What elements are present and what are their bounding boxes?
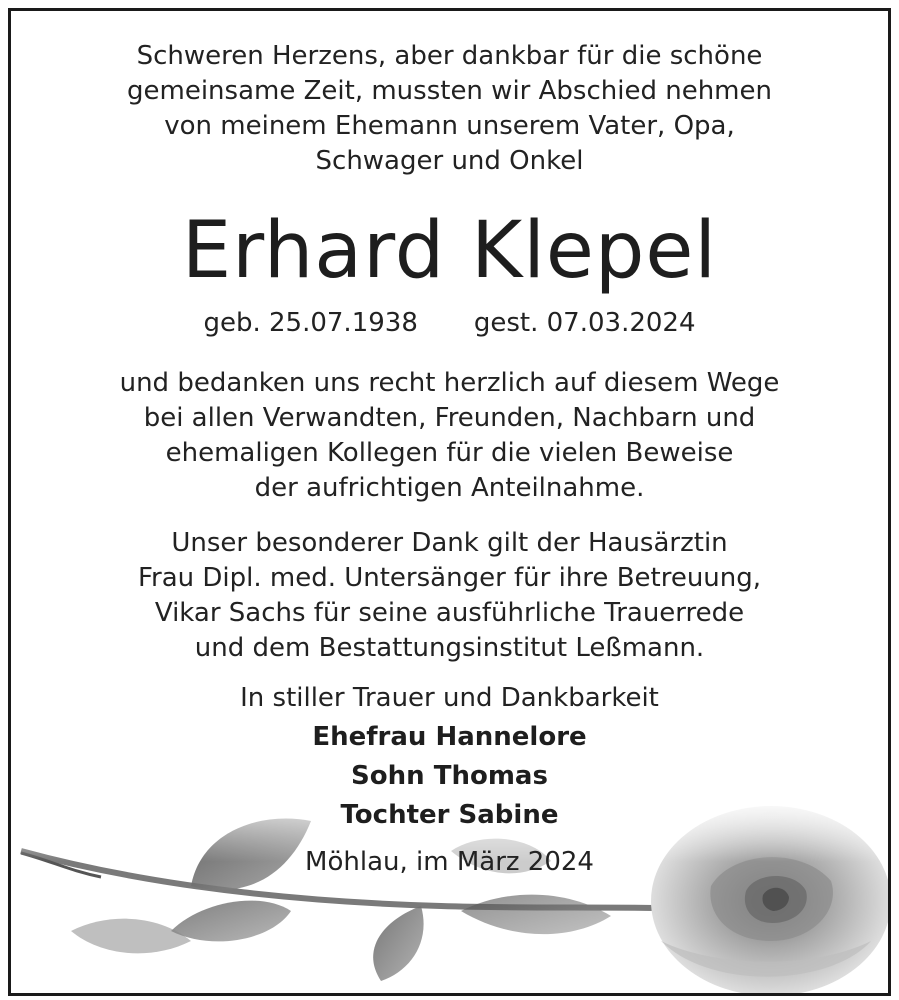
- special-line: Vikar Sachs für seine ausführliche Trauerrede: [154, 598, 745, 628]
- thanks-line: und bedanken uns recht herzlich auf diesem Wege: [119, 368, 780, 398]
- deceased-name: Erhard Klepel: [181, 206, 718, 296]
- thanks-line: bei allen Verwandten, Freunden, Nachbarn und: [143, 403, 756, 433]
- intro-line: Schweren Herzens, aber dankbar für die schöne: [136, 41, 763, 71]
- thanks-line: ehemaligen Kollegen für die vielen Beweise: [165, 438, 734, 468]
- intro-line: gemeinsame Zeit, mussten wir Abschied nehmen: [127, 76, 772, 106]
- intro-line: Schwager und Onkel: [315, 146, 584, 176]
- family-member: Sohn Thomas: [351, 761, 548, 791]
- special-line: und dem Bestattungsinstitut Leßmann.: [194, 633, 705, 663]
- birth-date: geb. 25.07.1938: [203, 308, 418, 338]
- family-member: Tochter Sabine: [340, 800, 559, 830]
- intro-line: von meinem Ehemann unserem Vater, Opa,: [164, 111, 735, 141]
- life-dates: [11, 306, 888, 341]
- closing-phrase: In stiller Trauer und Dankbarkeit: [240, 683, 659, 713]
- special-line: Unser besonderer Dank gilt der Hausärztin: [171, 528, 728, 558]
- intro-text: [11, 39, 888, 179]
- family-member: Ehefrau Hannelore: [312, 722, 587, 752]
- thanks-line: der aufrichtigen Anteilnahme.: [254, 473, 645, 503]
- thanks-text: [11, 366, 888, 506]
- family-signatures: [11, 718, 888, 835]
- place-and-date: Möhlau, im März 2024: [305, 847, 594, 877]
- obituary-card: [8, 8, 891, 996]
- special-line: Frau Dipl. med. Untersänger für ihre Betreuung,: [137, 563, 762, 593]
- special-thanks-text: [11, 526, 888, 666]
- death-date: gest. 07.03.2024: [473, 308, 696, 338]
